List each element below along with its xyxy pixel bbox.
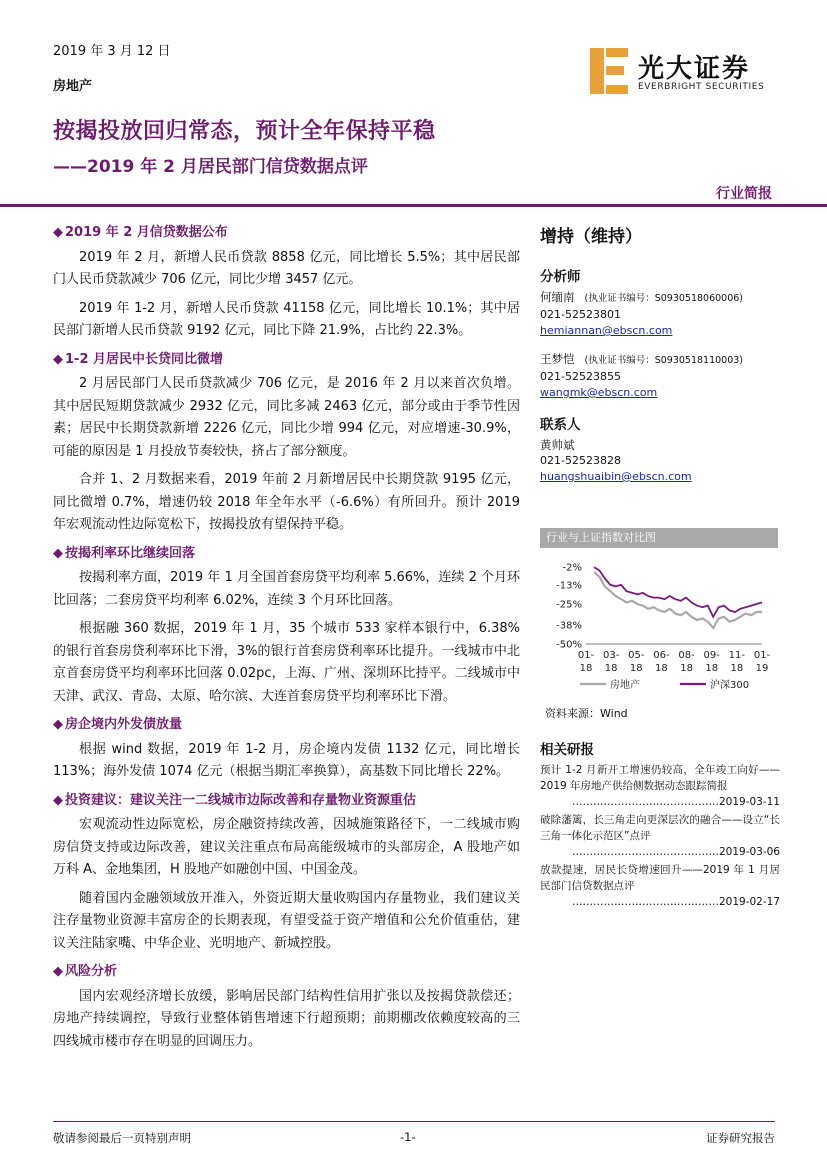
x-tick-label: 01- <box>753 650 771 661</box>
report-date: 2019 年 3 月 12 日 <box>53 44 171 59</box>
related-heading: 相关研报 <box>540 742 594 758</box>
paragraph: 2 月居民部门人民币贷款减少 706 亿元，是 2016 年 2 月以来首次负增。其中居民短期贷款减少 2932 亿元，同比多减 2463 亿元，部分或由于季节性因素；居民中长期贷款新增 2226 亿元，同比少增 994 亿元，对应增速-30.9%，可能的原因是 1 月投放节奏较快，挤占了部分额度。 <box>53 376 520 459</box>
y-tick-label: -38% <box>556 620 582 632</box>
page-number: -1- <box>400 1130 416 1144</box>
paragraph: 宏观流动性边际宽松，房企融资持续改善，因城施策路径下，一二线城市购房信贷支持或边际改善，建议关注重点布局高能级城市的头部房企，A 股地产如万科 A、金地集团，H 股地产如融创中国、中国金茂。 <box>53 817 520 877</box>
analyst-license: (执业证书编号：S0930518060006) <box>584 293 744 304</box>
diamond-bullet-icon: ◆ <box>53 545 63 561</box>
analyst-phone: 021-52523801 <box>540 308 621 321</box>
contact-name: 黄帅斌 <box>540 438 575 452</box>
section-heading: ◆ 房企境内外发债放量 <box>53 717 183 732</box>
analyst-card <box>540 351 780 401</box>
x-tick-label: 03- <box>602 650 620 661</box>
section-heading: ◆ 按揭利率环比继续回落 <box>53 545 196 561</box>
section-credit-data <box>53 222 520 343</box>
logo-chinese-name: 光大证券 <box>638 54 751 84</box>
chart-source: 资料来源：Wind <box>545 707 628 720</box>
x-tick-label: 18 <box>604 663 618 674</box>
legend-label: 沪深300 <box>710 680 750 691</box>
paragraph: 国内宏观经济增长放缓，影响居民部门结构性信用扩张以及按揭贷款偿还；房地产持续调控，导致行业整体销售增速下行超预期；前期棚改依赖度较高的三四线城市楼市存在明显的回调压力。 <box>53 988 520 1049</box>
section-investment-advice <box>53 790 520 956</box>
rating: 增持（维持） <box>540 227 642 247</box>
related-reports <box>540 738 780 912</box>
report-subtitle: ——2019 年 2 月居民部门信贷数据点评 <box>53 157 368 177</box>
paragraph: 根据融 360 数据，2019 年 1 月，35 个城市 533 家样本银行中，6.38% 的银行首套房贷利率环比下滑，3%的银行首套房贷利率环比提升。一线城市中北京首套房贷平均利率环比回落 0.02pc，上海、广州、深圳环比持平。二线城市中天津、武汉、青岛、太原、哈尔滨、大连首套房贷平均利率环比下滑。 <box>53 621 520 704</box>
x-tick-label: 18 <box>730 663 744 674</box>
x-tick-label: 05- <box>628 650 645 661</box>
x-tick-label: 19 <box>755 663 769 674</box>
contact-card <box>540 437 780 485</box>
analyst-license: (执业证书编号：S0930518110003) <box>584 355 744 366</box>
x-tick-label: 18 <box>629 663 643 674</box>
analyst-phone: 021-52523855 <box>540 370 621 383</box>
report-title: 按揭投放回归常态，预计全年保持平稳 <box>53 119 436 144</box>
x-tick-label: 11- <box>728 650 746 661</box>
related-report-date: ……………………………………2019-02-17 <box>571 896 780 908</box>
analyst-email-link[interactable]: wangmk@ebscn.com <box>540 386 658 399</box>
analyst-name: 何缅南 <box>540 290 575 304</box>
y-tick-label: -2% <box>562 562 582 574</box>
x-tick-label: 08- <box>678 650 695 661</box>
index-comparison-chart <box>540 550 780 710</box>
related-report-date: ……………………………………2019-03-06 <box>571 846 780 858</box>
y-tick-label: -50% <box>556 639 582 651</box>
diamond-bullet-icon: ◆ <box>53 964 63 979</box>
paragraph: 2019 年 2 月，新增人民币贷款 8858 亿元，同比增长 5.5%；其中居民部门人民币贷款减少 706 亿元，同比少增 3457 亿元。 <box>53 249 520 287</box>
footer-disclaimer: 敬请参阅最后一页特别声明 <box>53 1131 191 1145</box>
analyst-card <box>540 289 780 339</box>
paragraph: 根据 wind 数据，2019 年 1-2 月，房企境内发债 1132 亿元，同比增长 113%；海外发债 1074 亿元（根据当期汇率换算），高基数下同比增长 22%。 <box>53 741 520 779</box>
doc-type-label: 行业简报 <box>716 186 772 202</box>
section-heading: ◆ 2019 年 2 月信贷数据公布 <box>53 225 228 240</box>
paragraph: 合并 1、2 月数据来看，2019 年前 2 月新增居民中长期贷款 9195 亿元，同比微增 0.7%，增速仍较 2018 年全年水平（-6.6%）有所回升。预计 2019 年宏观流动性边际宽松下，按揭投放有望保持平稳。 <box>53 472 520 532</box>
diamond-bullet-icon: ◆ <box>53 225 63 240</box>
analyst-email-link[interactable]: hemiannan@ebscn.com <box>540 324 673 337</box>
analyst-heading: 分析师 <box>540 269 581 285</box>
contact-heading: 联系人 <box>540 417 581 433</box>
logo-english-name: EVERBRIGHT SECURITIES <box>638 82 765 92</box>
diamond-bullet-icon: ◆ <box>53 351 63 367</box>
section-heading: ◆ 投资建议：建议关注一二线城市边际改善和存量物业资源重估 <box>53 792 417 808</box>
section-mortgage-rates <box>53 543 520 709</box>
x-tick-label: 18 <box>579 663 593 674</box>
paragraph: 随着国内金融领域放开准入，外资近期大量收购国内存量物业，我们建议关注存量物业资源丰富房企的长期表现，有望受益于资产增值和公允价值重估，建议关注陆家嘴、中华企业、光明地产、新城控股。 <box>53 890 520 951</box>
related-report-date: ……………………………………2019-03-11 <box>571 796 780 808</box>
analyst-name: 王梦恺 <box>540 352 575 366</box>
sidebar <box>540 222 780 497</box>
section-bond-issuance <box>53 714 520 784</box>
paragraph: 2019 年 1-2 月，新增人民币贷款 41158 亿元，同比增长 10.1%；其中居民部门新增人民币贷款 9192 亿元，同比下降 21.9%，占比约 22.3%。 <box>53 300 520 338</box>
legend-label: 房地产 <box>610 680 640 691</box>
footer-divider <box>53 1121 775 1122</box>
section-risk-analysis <box>53 961 520 1053</box>
related-report-link[interactable]: 放款提速，居民长贷增速回升——2019 年 1 月居民部门信贷数据点评 <box>540 864 780 892</box>
related-report-link[interactable]: 预计 1-2 月新开工增速仍较高，全年竣工向好——2019 年房地产供给侧数据动态跟踪简报 <box>540 764 780 792</box>
footer-report-type: 证券研究报告 <box>706 1131 775 1145</box>
x-tick-label: 06- <box>653 650 670 661</box>
y-tick-label: -13% <box>556 580 582 592</box>
sector-label: 房地产 <box>53 79 93 94</box>
y-tick-label: -25% <box>556 599 582 611</box>
series-line-csi300 <box>594 567 762 617</box>
header-divider <box>0 204 827 207</box>
diamond-bullet-icon: ◆ <box>53 792 63 808</box>
contact-email-link[interactable]: huangshuaibin@ebscn.com <box>540 470 692 483</box>
x-tick-label: 01- <box>577 650 595 661</box>
paragraph: 按揭利率方面，2019 年 1 月全国首套房贷平均利率 5.66%，连续 2 个月环比回落；二套房贷平均利率 6.02%，连续 3 个月环比回落。 <box>53 570 520 608</box>
brand-logo <box>590 48 780 96</box>
x-tick-label: 18 <box>655 663 668 674</box>
x-tick-label: 18 <box>705 663 719 674</box>
contact-phone: 021-52523828 <box>540 454 621 467</box>
x-tick-label: 18 <box>680 663 693 674</box>
related-report-link[interactable]: 破除藩篱，长三角走向更深层次的融合——设立“长三角一体化示范区”点评 <box>540 814 780 842</box>
logo-mark-icon <box>590 48 632 94</box>
x-tick-label: 09- <box>703 650 720 661</box>
section-heading: ◆ 1-2 月居民中长贷同比微增 <box>53 351 224 367</box>
diamond-bullet-icon: ◆ <box>53 717 63 732</box>
section-long-term-loans <box>53 349 520 537</box>
section-heading: ◆ 风险分析 <box>53 964 118 979</box>
chart-header: 行业与上证指数对比图 <box>540 528 778 548</box>
main-content <box>53 218 520 1059</box>
